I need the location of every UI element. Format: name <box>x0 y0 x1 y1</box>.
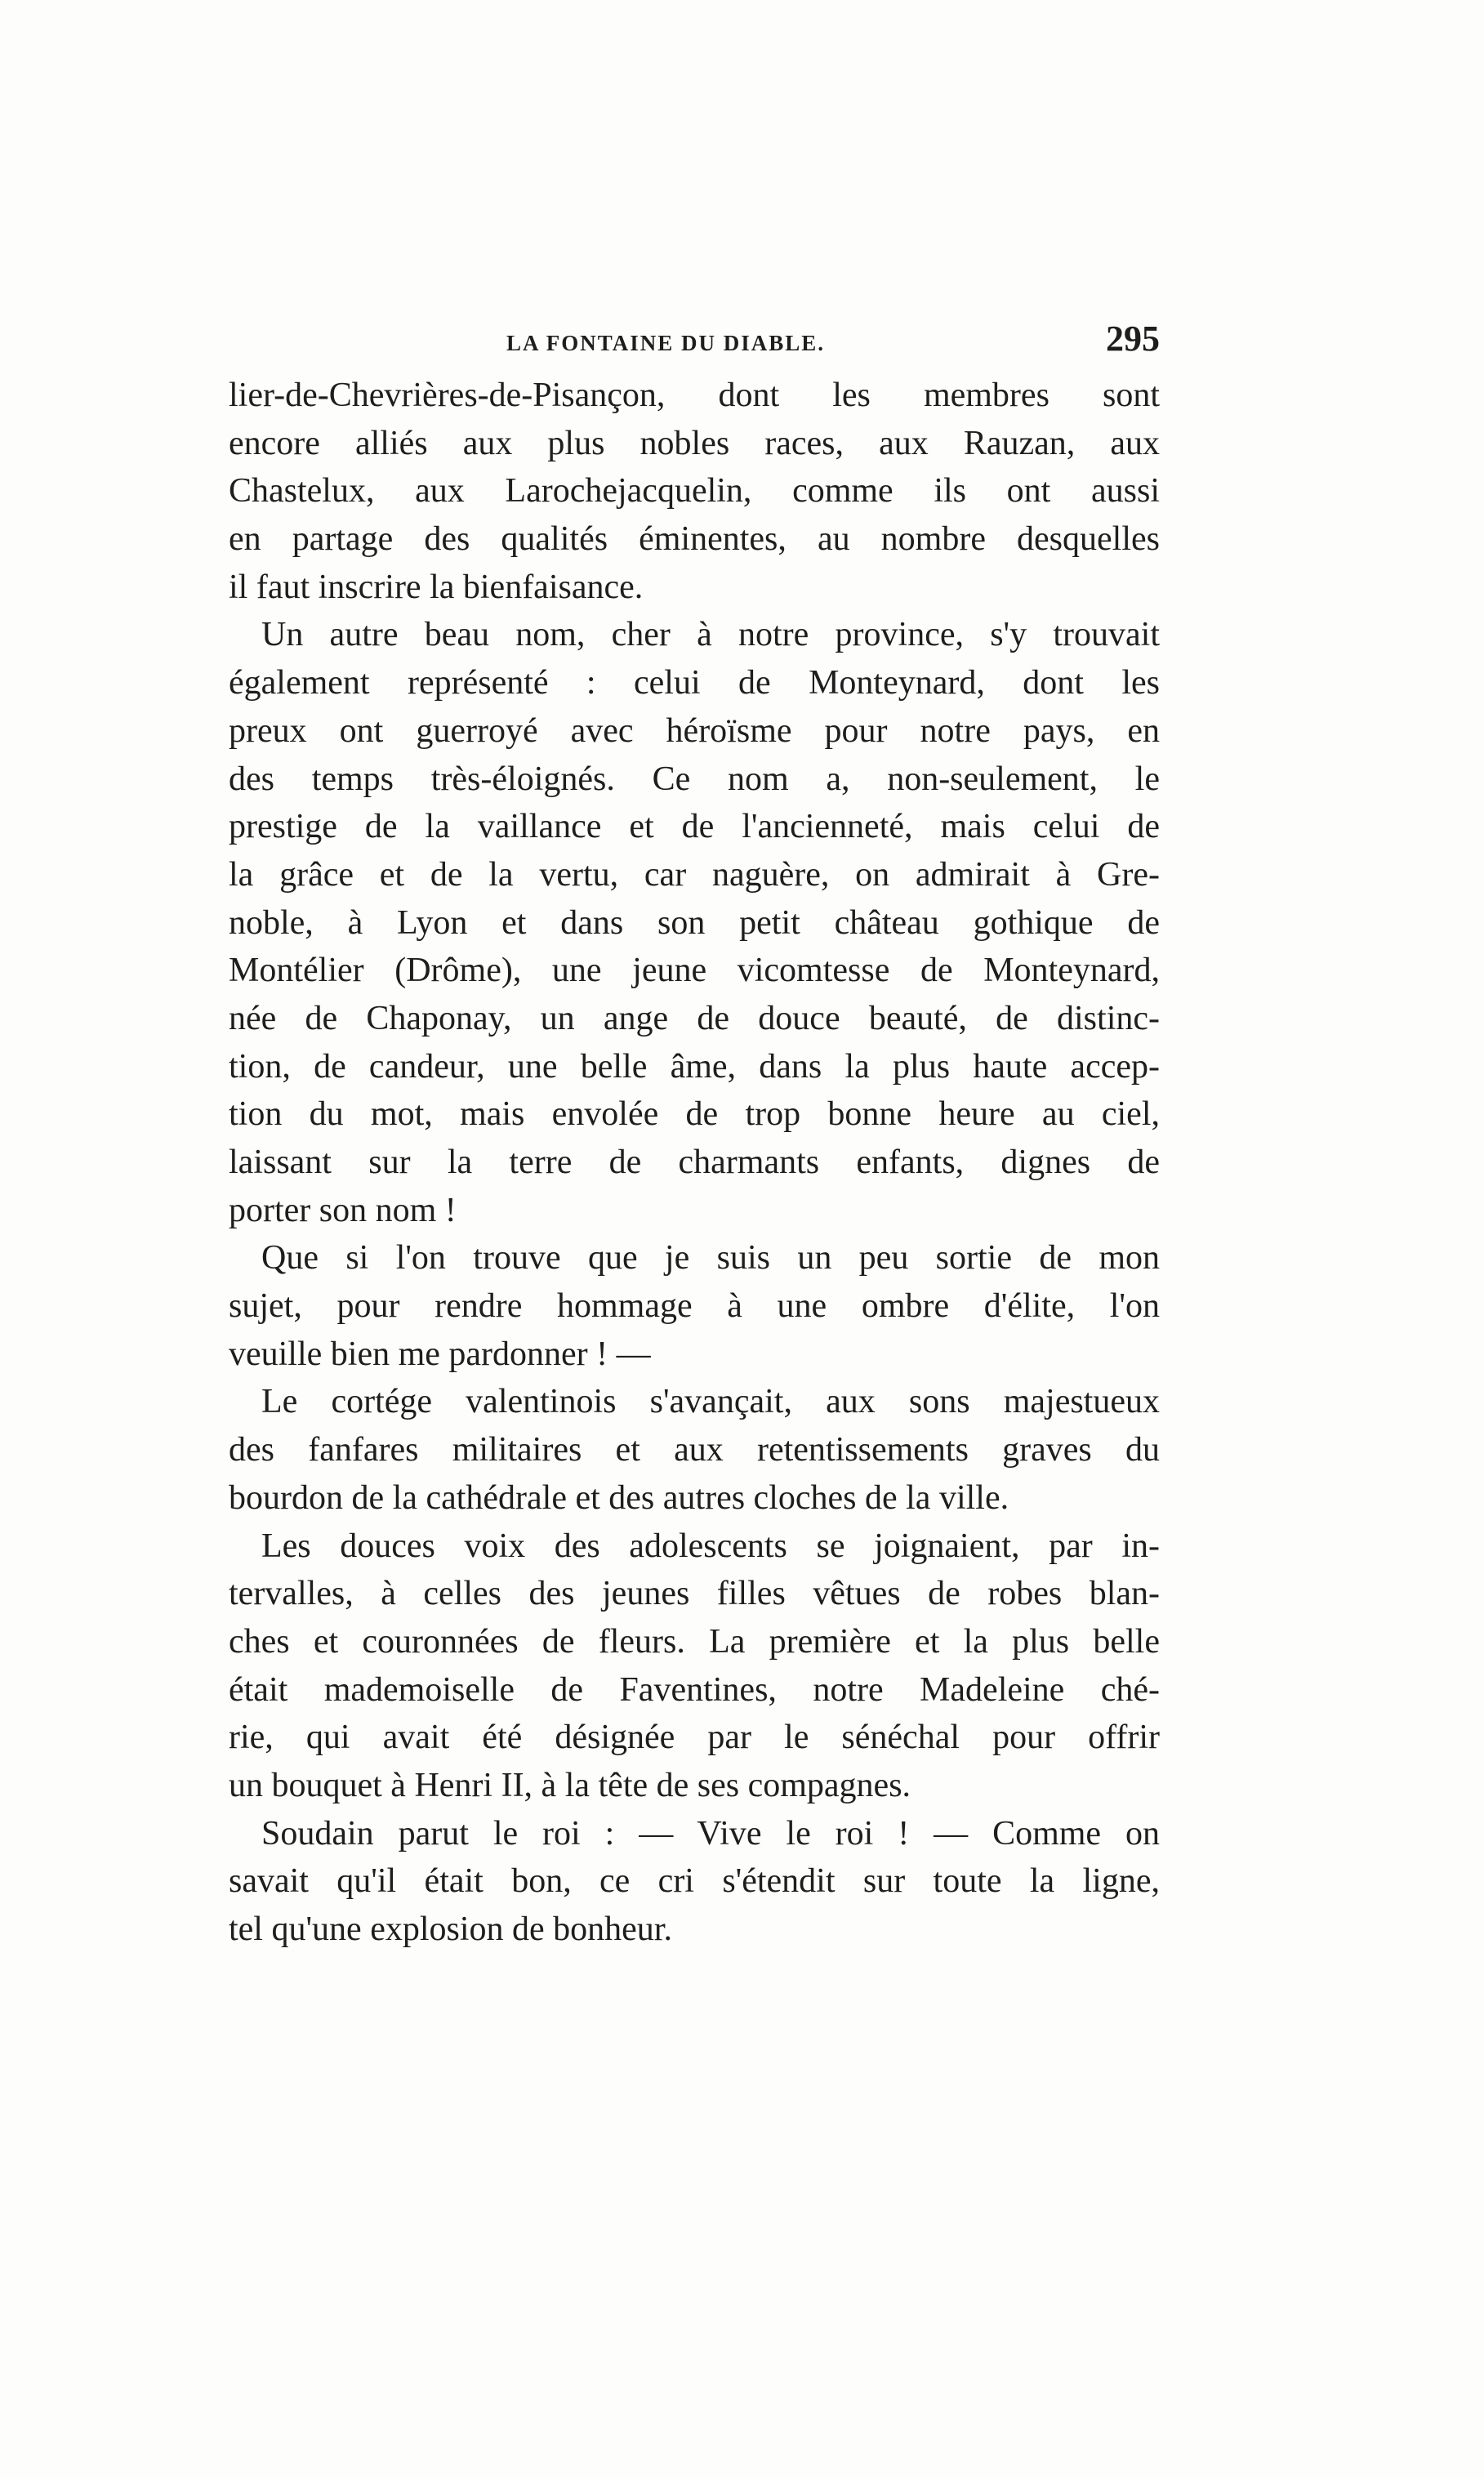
text-line: tel qu'une explosion de bonheur. <box>229 1911 672 1948</box>
text-line: lier-de-Chevrières-de-Pisançon, dont les membres sont <box>229 377 1160 414</box>
text-line: veuille bien me pardonner ! — <box>229 1335 651 1373</box>
paragraph-2 <box>229 611 1160 1234</box>
text-line: encore alliés aux plus nobles races, aux Rauzan, aux <box>229 424 1160 462</box>
text-line: Les douces voix des adolescents se joignaient, par in- <box>261 1527 1160 1565</box>
text-line: Le cortége valentinois s'avançait, aux sons majestueux <box>261 1383 1160 1421</box>
text-line: Chastelux, aux Larochejacquelin, comme ils ont aussi <box>229 472 1160 511</box>
text-line: tion, de candeur, une belle âme, dans la plus haute accep- <box>229 1047 1160 1086</box>
text-line: en partage des qualités éminentes, au nombre desquelles <box>229 520 1160 559</box>
text-line: des fanfares militaires et aux retentissements graves du <box>229 1431 1160 1469</box>
paragraph-1 <box>229 372 1160 611</box>
paragraph-3 <box>229 1234 1160 1378</box>
text-line: savait qu'il était bon, ce cri s'étendit sur toute la ligne, <box>229 1862 1160 1901</box>
text-line: Soudain parut le roi : — Vive le roi ! — Comme on <box>261 1814 1160 1853</box>
running-title: LA FONTAINE DU DIABLE. <box>506 331 826 355</box>
text-line: Que si l'on trouve que je suis un peu sortie de mon <box>261 1239 1160 1277</box>
text-line: ches et couronnées de fleurs. La première et la plus belle <box>229 1622 1160 1661</box>
text-line: un bouquet à Henri II, à la tête de ses compagnes. <box>229 1766 911 1804</box>
text-line: sujet, pour rendre hommage à une ombre d'élite, l'on <box>229 1287 1160 1326</box>
text-line: rie, qui avait été désignée par le sénéchal pour offrir <box>229 1719 1160 1757</box>
text-line: née de Chaponay, un ange de douce beauté, de distinc- <box>229 999 1160 1037</box>
text-line: des temps très-éloignés. Ce nom a, non-seulement, le <box>229 760 1160 798</box>
text-line: noble, à Lyon et dans son petit château gothique de <box>229 903 1160 942</box>
text-line: preux ont guerroyé avec héroïsme pour notre pays, en <box>229 711 1160 750</box>
paragraph-5 <box>229 1523 1160 1810</box>
text-line: il faut inscrire la bienfaisance. <box>229 568 644 606</box>
text-line: également représenté : celui de Monteynard, dont les <box>229 664 1160 702</box>
text-line: bourdon de la cathédrale et des autres cloches de la ville. <box>229 1478 1009 1517</box>
text-line: était mademoiselle de Faventines, notre Madeleine ché- <box>229 1670 1160 1709</box>
text-line: Un autre beau nom, cher à notre province, s'y trouvait <box>261 616 1160 654</box>
text-line: Montélier (Drôme), une jeune vicomtesse de Monteynard, <box>229 952 1160 990</box>
text-line: tervalles, à celles des jeunes filles vêtues de robes blan- <box>229 1575 1160 1613</box>
text-line: prestige de la vaillance et de l'ancienneté, mais celui de <box>229 808 1160 846</box>
paragraph-4 <box>229 1378 1160 1522</box>
text-line: tion du mot, mais envolée de trop bonne heure au ciel, <box>229 1095 1160 1134</box>
text-line: laissant sur la terre de charmants enfants, dignes de <box>229 1144 1160 1181</box>
body-text <box>229 372 1160 1954</box>
page-number: 295 <box>1106 319 1160 359</box>
page-header <box>229 314 1160 372</box>
text-line: la grâce et de la vertu, car naguère, on admirait à Gre- <box>229 855 1160 894</box>
paragraph-6 <box>229 1810 1160 1954</box>
text-line: porter son nom ! <box>229 1191 457 1229</box>
